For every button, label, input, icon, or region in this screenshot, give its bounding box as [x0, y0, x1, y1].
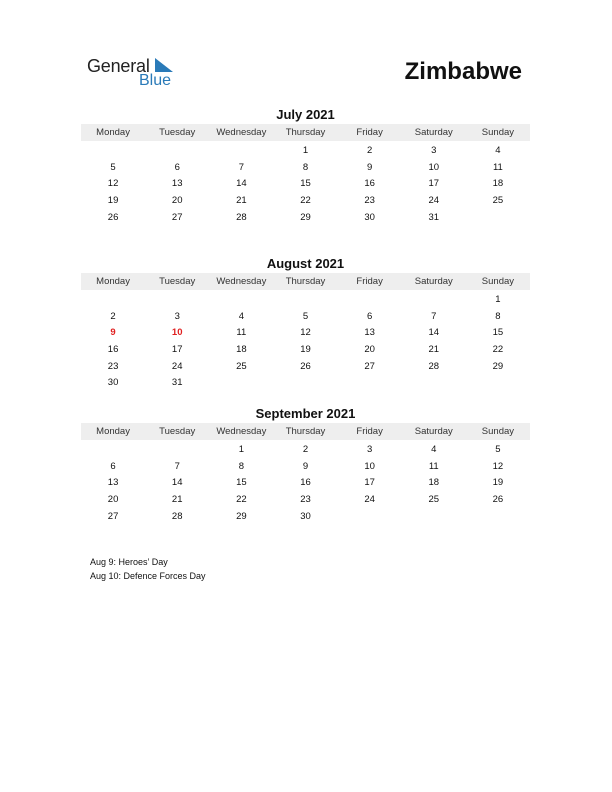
day-cell: 8	[238, 460, 244, 472]
day-cell: 22	[492, 344, 504, 356]
weekday-label: Friday	[356, 276, 383, 287]
day-cell: 28	[236, 211, 247, 223]
day-cell: 29	[300, 211, 311, 223]
empty-cell	[466, 509, 530, 526]
day-cell: 3	[366, 444, 373, 455]
weekday-label: Tuesday	[159, 127, 196, 138]
weekday-label: Wednesday	[216, 127, 267, 138]
day-cell: 6	[366, 310, 373, 322]
day-cell: 14	[171, 477, 183, 489]
day-cell: 5	[495, 444, 501, 455]
day-cell: 15	[300, 178, 311, 190]
empty-cell	[466, 375, 530, 392]
empty-cell	[145, 292, 209, 309]
day-cell: 27	[171, 211, 183, 223]
day-cell: 21	[171, 494, 183, 506]
weekday-header	[81, 124, 530, 141]
country-title: Zimbabwe	[404, 58, 522, 85]
day-cell: 1	[495, 294, 501, 305]
day-cell: 22	[236, 494, 247, 506]
day-cell: 26	[107, 211, 119, 223]
day-cell: 29	[492, 360, 504, 372]
day-cell: 27	[107, 510, 119, 522]
day-cell: 23	[107, 360, 119, 372]
day-cell: 8	[495, 310, 501, 322]
day-cell: 19	[107, 195, 119, 207]
day-cell: 1	[302, 145, 309, 156]
day-cell: 17	[364, 477, 375, 489]
day-cell: 21	[428, 344, 440, 356]
logo-general-text: General	[87, 56, 150, 76]
empty-cell	[338, 292, 402, 309]
day-cell: 13	[364, 327, 375, 339]
day-cell: 22	[300, 195, 311, 207]
day-cell: 23	[364, 195, 375, 207]
empty-cell	[338, 375, 402, 392]
day-cell: 15	[236, 477, 247, 489]
day-cell: 23	[300, 494, 311, 506]
logo-blue-text: Blue	[139, 72, 172, 89]
day-cell: 17	[171, 344, 183, 356]
day-cell: 2	[302, 444, 309, 455]
empty-cell	[273, 375, 337, 392]
day-cell: 14	[428, 327, 440, 339]
month-title: September 2021	[255, 406, 356, 421]
day-cell: 18	[492, 178, 504, 190]
empty-cell	[466, 210, 530, 227]
month-august	[81, 255, 530, 392]
day-cell: 31	[171, 377, 183, 389]
empty-cell	[338, 509, 402, 526]
day-cell: 17	[428, 178, 440, 190]
empty-cell	[209, 143, 273, 160]
day-cell: 27	[364, 360, 375, 372]
day-cell: 11	[492, 161, 503, 173]
day-cell: 25	[428, 494, 440, 506]
day-cell: 8	[302, 161, 309, 173]
weekday-label: Thursday	[285, 127, 326, 138]
day-cell: 11	[236, 327, 247, 339]
day-cell: 16	[364, 178, 375, 190]
weekday-label: Sunday	[481, 276, 515, 287]
day-cell: 18	[236, 344, 247, 356]
day-cell: 2	[110, 310, 116, 322]
day-cell: 26	[492, 494, 504, 506]
day-cell: 12	[492, 460, 504, 472]
day-cell: 24	[364, 494, 375, 506]
week-row	[81, 325, 530, 342]
day-cell: 25	[492, 195, 504, 207]
day-cell: 12	[107, 178, 119, 190]
day-cell: 18	[428, 477, 440, 489]
day-cell: 6	[174, 161, 180, 173]
week-row	[81, 442, 530, 459]
day-cell: 7	[431, 310, 437, 322]
month-september	[81, 405, 530, 525]
weekday-label: Wednesday	[216, 276, 267, 287]
day-cell: 21	[236, 195, 247, 207]
weekday-label: Sunday	[481, 426, 515, 437]
week-row	[81, 292, 530, 309]
day-cell: 3	[431, 145, 437, 156]
week-row	[81, 193, 530, 210]
week-row	[81, 475, 530, 492]
holiday-note: Aug 10: Defence Forces Day	[90, 571, 206, 581]
empty-cell	[402, 509, 466, 526]
week-row	[81, 210, 530, 227]
empty-cell	[273, 292, 337, 309]
empty-cell	[145, 143, 209, 160]
day-cell: 29	[236, 510, 247, 522]
day-cell: 13	[171, 178, 183, 190]
empty-cell	[81, 292, 145, 309]
day-cell: 28	[428, 360, 440, 372]
empty-cell	[402, 292, 466, 309]
logo-triangle-icon	[155, 58, 173, 72]
day-cell: 4	[495, 145, 501, 156]
weekday-label: Saturday	[414, 276, 453, 287]
weekday-label: Friday	[356, 127, 383, 138]
day-cell: 20	[171, 195, 183, 207]
day-cell: 30	[107, 377, 119, 389]
weekday-label: Wednesday	[216, 426, 267, 437]
day-cell: 1	[238, 444, 244, 455]
week-row	[81, 359, 530, 376]
day-cell: 28	[171, 510, 183, 522]
week-row	[81, 143, 530, 160]
logo	[87, 56, 187, 92]
week-row	[81, 309, 530, 326]
day-cell: 10	[171, 327, 183, 339]
weekday-header	[81, 423, 530, 440]
holiday-notes	[90, 555, 206, 583]
weekday-label: Tuesday	[159, 426, 196, 437]
empty-cell	[81, 442, 145, 459]
weekday-header	[81, 273, 530, 290]
weekday-label: Monday	[96, 426, 130, 437]
day-cell: 2	[366, 145, 373, 156]
day-cell: 14	[236, 178, 247, 190]
month-title: August 2021	[266, 256, 345, 271]
day-cell: 10	[364, 460, 375, 472]
day-cell: 20	[364, 344, 375, 356]
weekday-label: Monday	[96, 127, 130, 138]
day-cell: 9	[366, 161, 373, 173]
month-july	[81, 106, 530, 226]
empty-cell	[402, 375, 466, 392]
day-cell: 7	[238, 161, 244, 173]
day-cell: 20	[107, 494, 119, 506]
week-row	[81, 459, 530, 476]
day-cell: 4	[238, 310, 244, 322]
day-cell: 6	[110, 460, 116, 472]
week-row	[81, 375, 530, 392]
day-cell: 31	[428, 211, 440, 223]
day-cell: 19	[300, 344, 311, 356]
day-cell: 24	[171, 360, 183, 372]
day-cell: 5	[110, 161, 116, 173]
day-cell: 16	[107, 344, 119, 356]
day-cell: 7	[174, 460, 180, 472]
day-cell: 25	[236, 360, 247, 372]
day-cell: 30	[364, 211, 375, 223]
weekday-label: Thursday	[285, 276, 326, 287]
day-cell: 16	[300, 477, 311, 489]
day-cell: 9	[302, 460, 309, 472]
day-cell: 24	[428, 195, 440, 207]
day-cell: 9	[110, 327, 116, 339]
day-cell: 15	[492, 327, 504, 339]
week-row	[81, 509, 530, 526]
weekday-label: Tuesday	[159, 276, 196, 287]
weekday-label: Friday	[356, 426, 383, 437]
empty-cell	[209, 292, 273, 309]
weekday-label: Saturday	[414, 426, 453, 437]
day-cell: 13	[107, 477, 119, 489]
day-cell: 10	[428, 161, 440, 173]
month-title: July 2021	[276, 107, 335, 122]
holiday-note: Aug 9: Heroes’ Day	[90, 557, 168, 567]
week-row	[81, 160, 530, 177]
empty-cell	[81, 143, 145, 160]
weekday-label: Saturday	[414, 127, 453, 138]
empty-cell	[209, 375, 273, 392]
day-cell: 30	[300, 510, 311, 522]
day-cell: 12	[300, 327, 311, 339]
day-cell: 11	[428, 460, 439, 472]
weekday-label: Sunday	[481, 127, 515, 138]
weekday-label: Thursday	[285, 426, 326, 437]
day-cell: 19	[492, 477, 504, 489]
day-cell: 5	[302, 310, 309, 322]
week-row	[81, 176, 530, 193]
week-row	[81, 492, 530, 509]
weekday-label: Monday	[96, 276, 130, 287]
week-row	[81, 342, 530, 359]
empty-cell	[145, 442, 209, 459]
day-cell: 26	[300, 360, 311, 372]
day-cell: 3	[174, 310, 180, 322]
day-cell: 4	[431, 444, 437, 455]
